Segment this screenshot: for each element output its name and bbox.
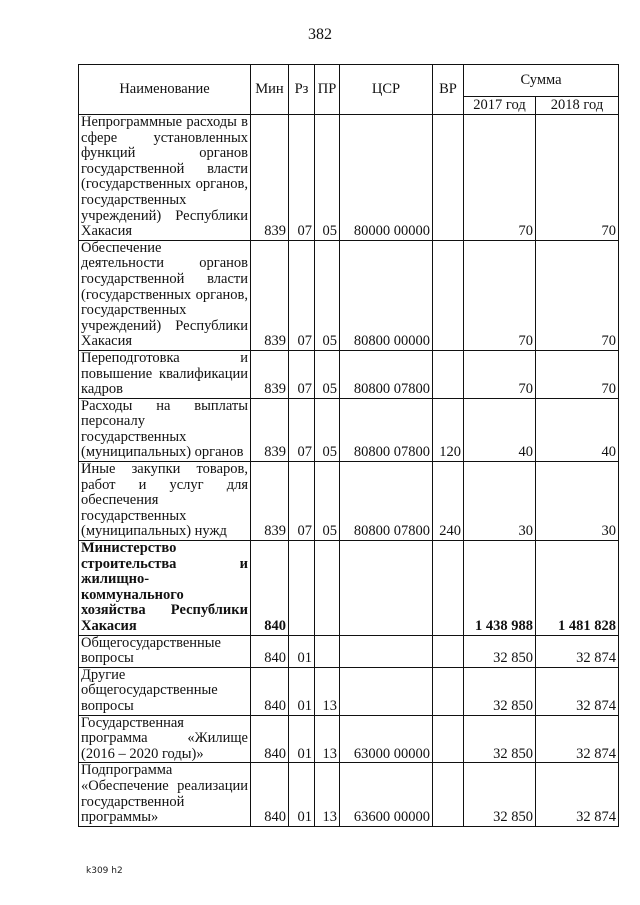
row-vr: 240: [433, 462, 464, 541]
row-name: Иные закупки товаров, работ и услуг для обеспечения государственных (муниципальных) нужд: [79, 462, 251, 541]
table-row: [79, 240, 619, 350]
row-vr: 120: [433, 398, 464, 461]
budget-table: [78, 64, 619, 827]
row-pr: 05: [315, 462, 340, 541]
row-min: 840: [251, 635, 289, 667]
row-sum-2017: 32 850: [464, 715, 536, 763]
row-rz: [289, 541, 315, 636]
row-min: 839: [251, 240, 289, 350]
row-pr: [315, 541, 340, 636]
row-pr: 05: [315, 398, 340, 461]
table-row: [79, 541, 619, 636]
header-min: Мин: [251, 65, 289, 115]
row-name: Подпрограмма «Обеспечение реализации государственной программы»: [79, 763, 251, 826]
row-rz: 07: [289, 350, 315, 398]
header-year-2018: 2018 год: [536, 97, 619, 115]
row-rz: 01: [289, 667, 315, 715]
row-sum-2018: 70: [536, 115, 619, 241]
header-rz: Рз: [289, 65, 315, 115]
row-sum-2017: 70: [464, 240, 536, 350]
row-name: Переподготовка и повышение квалификации кадров: [79, 350, 251, 398]
row-sum-2017: 1 438 988: [464, 541, 536, 636]
row-rz: 07: [289, 398, 315, 461]
row-min: 840: [251, 715, 289, 763]
row-sum-2018: 1 481 828: [536, 541, 619, 636]
row-pr: 13: [315, 667, 340, 715]
row-min: 839: [251, 115, 289, 241]
footer-code: k309 h2: [86, 866, 123, 876]
row-min: 839: [251, 462, 289, 541]
row-pr: 05: [315, 240, 340, 350]
row-csr: [340, 635, 433, 667]
table-row: [79, 462, 619, 541]
row-pr: 13: [315, 763, 340, 826]
row-sum-2018: 32 874: [536, 667, 619, 715]
row-min: 839: [251, 398, 289, 461]
row-sum-2017: 32 850: [464, 635, 536, 667]
row-sum-2018: 70: [536, 350, 619, 398]
row-name: Министерство строительства и жилищно-коммунального хозяйства Республики Хакасия: [79, 541, 251, 636]
row-rz: 01: [289, 763, 315, 826]
row-name: Другие общегосударственные вопросы: [79, 667, 251, 715]
row-name: Общегосударственные вопросы: [79, 635, 251, 667]
row-csr: 80800 07800: [340, 462, 433, 541]
row-pr: 05: [315, 350, 340, 398]
header-vr: ВР: [433, 65, 464, 115]
row-rz: 01: [289, 635, 315, 667]
row-sum-2018: 32 874: [536, 715, 619, 763]
row-csr: [340, 667, 433, 715]
table-row: [79, 667, 619, 715]
row-min: 839: [251, 350, 289, 398]
row-sum-2018: 70: [536, 240, 619, 350]
row-vr: [433, 715, 464, 763]
row-vr: [433, 763, 464, 826]
row-sum-2018: 32 874: [536, 763, 619, 826]
row-csr: 63600 00000: [340, 763, 433, 826]
row-csr: 80800 07800: [340, 350, 433, 398]
row-min: 840: [251, 763, 289, 826]
row-sum-2017: 40: [464, 398, 536, 461]
row-name: Расходы на выплаты персоналу государственных (муниципальных) органов: [79, 398, 251, 461]
row-sum-2017: 30: [464, 462, 536, 541]
row-sum-2018: 30: [536, 462, 619, 541]
table-row: [79, 115, 619, 241]
row-rz: 07: [289, 240, 315, 350]
row-sum-2017: 32 850: [464, 667, 536, 715]
row-min: 840: [251, 541, 289, 636]
row-pr: 05: [315, 115, 340, 241]
row-csr: 80800 07800: [340, 398, 433, 461]
row-rz: 07: [289, 115, 315, 241]
row-vr: [433, 240, 464, 350]
table-row: [79, 715, 619, 763]
row-name: Государственная программа «Жилище (2016 – 2020 годы)»: [79, 715, 251, 763]
row-vr: [433, 115, 464, 241]
row-sum-2018: 32 874: [536, 635, 619, 667]
header-year-2017: 2017 год: [464, 97, 536, 115]
row-rz: 07: [289, 462, 315, 541]
row-name: Обеспечение деятельности органов государственной власти (государственных органов, государственных учреждений) Республики Хакасия: [79, 240, 251, 350]
row-vr: [433, 350, 464, 398]
table-row: [79, 398, 619, 461]
header-sum: Сумма: [464, 65, 619, 97]
row-pr: 13: [315, 715, 340, 763]
row-sum-2017: 70: [464, 350, 536, 398]
row-sum-2018: 40: [536, 398, 619, 461]
row-csr: 80000 00000: [340, 115, 433, 241]
row-name: Непрограммные расходы в сфере установленных функций органов государственной власти (государственных органов, государственных учреждений) Республики Хакасия: [79, 115, 251, 241]
row-sum-2017: 70: [464, 115, 536, 241]
table-row: [79, 763, 619, 826]
page-number: 382: [308, 26, 332, 43]
row-sum-2017: 32 850: [464, 763, 536, 826]
row-csr: 63000 00000: [340, 715, 433, 763]
row-csr: 80800 00000: [340, 240, 433, 350]
header-csr: ЦСР: [340, 65, 433, 115]
row-rz: 01: [289, 715, 315, 763]
table-row: [79, 350, 619, 398]
header-name: Наименование: [79, 65, 251, 115]
row-min: 840: [251, 667, 289, 715]
row-vr: [433, 635, 464, 667]
header-pr: ПР: [315, 65, 340, 115]
table-row: [79, 635, 619, 667]
row-vr: [433, 667, 464, 715]
row-csr: [340, 541, 433, 636]
row-vr: [433, 541, 464, 636]
row-pr: [315, 635, 340, 667]
